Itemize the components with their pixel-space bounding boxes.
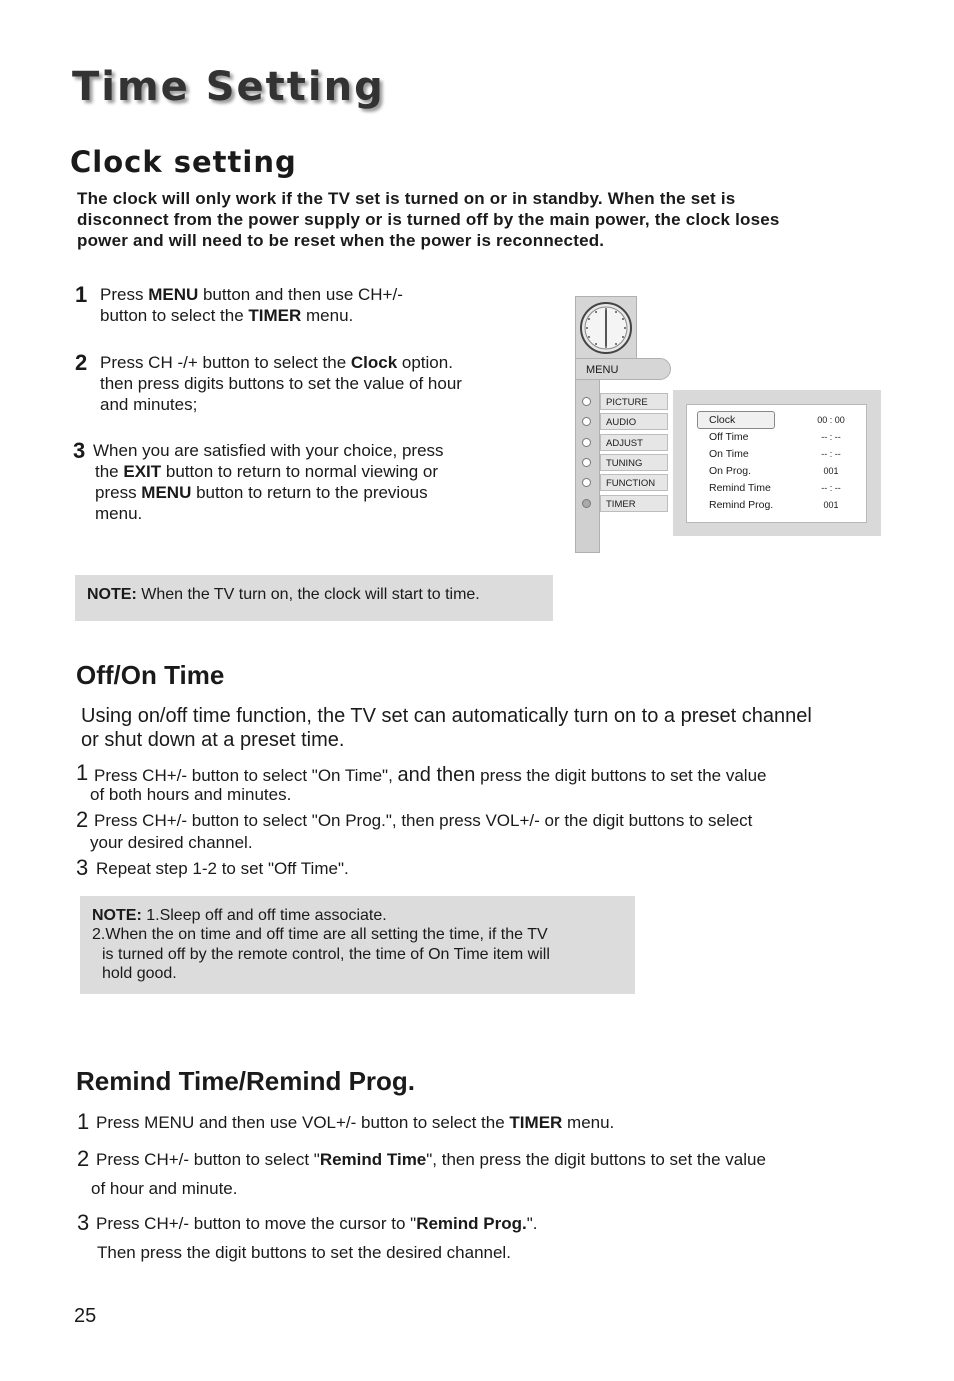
intro-line: Using on/off time function, the TV set can automatically turn on to a preset channel xyxy=(81,705,812,727)
note-line: is turned off by the remote control, the time of On Time item will xyxy=(102,946,550,963)
step-line: Press MENU and then use VOL+/- button to select the TIMER menu. xyxy=(96,1113,615,1132)
step-line: and minutes; xyxy=(100,395,198,414)
note-label: NOTE: xyxy=(92,907,142,924)
osd-menu-item[interactable]: ADJUST xyxy=(600,434,668,451)
step-line: of both hours and minutes. xyxy=(90,785,292,804)
note-line: hold good. xyxy=(102,965,177,982)
note-text: When the TV turn on, the clock will start to time. xyxy=(136,586,480,603)
osd-timer-row-value: -- : -- xyxy=(821,449,841,459)
off-on-note xyxy=(80,896,635,994)
intro-line: disconnect from the power supply or is turned off by the main power, the clock loses xyxy=(77,210,780,229)
osd-timer-row-value: -- : -- xyxy=(821,483,841,493)
osd-radio-icon xyxy=(582,438,591,447)
step-line: Press MENU button and then use CH+/- xyxy=(100,285,403,304)
osd-timer-row-value: 00 : 00 xyxy=(817,415,845,425)
osd-radio-icon xyxy=(582,397,591,406)
osd-timer-row-label[interactable]: On Time xyxy=(709,448,749,460)
osd-menu-tab[interactable]: MENU xyxy=(575,358,671,380)
step-line: Press CH+/- button to move the cursor to "Remind Prog.". xyxy=(96,1214,538,1233)
step-line: then press digits buttons to set the value of hour xyxy=(100,374,462,393)
osd-timer-row-label[interactable]: Remind Time xyxy=(709,482,771,494)
step-line: the EXIT button to return to normal viewing or xyxy=(95,462,439,481)
osd-timer-row-value: 001 xyxy=(823,466,839,476)
clock-setting-heading: Clock setting xyxy=(70,145,297,179)
step-line: Then press the digit buttons to set the desired channel. xyxy=(97,1243,511,1262)
osd-clock-box xyxy=(575,296,637,360)
intro-line: power and will need to be reset when the power is reconnected. xyxy=(77,231,605,250)
clock-icon xyxy=(576,297,636,359)
step-number: 2 xyxy=(75,350,88,375)
off-on-time-heading: Off/On Time xyxy=(76,660,225,690)
off-on-intro xyxy=(81,704,812,752)
step-line: Press CH -/+ button to select the Clock option. xyxy=(100,353,453,372)
step-number: 3 xyxy=(73,438,86,463)
step-line: button to select the TIMER menu. xyxy=(100,306,354,325)
osd-timer-row-label[interactable]: Remind Prog. xyxy=(709,499,774,511)
osd-radio-icon xyxy=(582,499,591,508)
step-number: 1 xyxy=(75,282,88,307)
step-number: 3 xyxy=(76,855,89,880)
note-line: 2.When the on time and off time are all setting the time, if the TV xyxy=(92,926,548,943)
page-title: Time Setting xyxy=(72,64,385,110)
step-line: of hour and minute. xyxy=(91,1179,238,1198)
osd-timer-row-label[interactable]: Off Time xyxy=(709,431,749,443)
osd-timer-row-value: 001 xyxy=(823,500,839,510)
note-label: NOTE: xyxy=(87,586,137,603)
intro-line: The clock will only work if the TV set is turned on or in standby. When the set is xyxy=(77,189,736,208)
note-line: 1.Sleep off and off time associate. xyxy=(141,907,387,924)
osd-timer-row-label[interactable]: Clock xyxy=(709,414,736,426)
step-line: press MENU button to return to the previous xyxy=(95,483,428,502)
step-line: your desired channel. xyxy=(90,833,253,852)
osd-menu-item[interactable]: TUNING xyxy=(600,454,668,471)
step-line: Press CH+/- button to select "Remind Time", then press the digit buttons to set the value xyxy=(96,1150,766,1169)
clock-note xyxy=(75,575,553,621)
osd-timer-row-label[interactable]: On Prog. xyxy=(709,465,752,477)
step-number: 1 xyxy=(77,1109,90,1134)
osd-menu-item[interactable]: AUDIO xyxy=(600,413,668,430)
step-number: 2 xyxy=(76,807,89,832)
step-number: 1 xyxy=(76,760,89,785)
clock-setting-intro xyxy=(77,188,897,251)
osd-timer-row-value: -- : -- xyxy=(821,432,841,442)
step-line: Press CH+/- button to select "On Prog.", then press VOL+/- or the digit buttons to select xyxy=(94,811,753,830)
osd-radio-icon xyxy=(582,458,591,467)
osd-menu-item[interactable]: TIMER xyxy=(600,495,668,512)
step-number: 3 xyxy=(77,1210,90,1235)
step-line: Repeat step 1-2 to set "Off Time". xyxy=(96,859,349,878)
osd-menu-item[interactable]: PICTURE xyxy=(600,393,668,410)
page-number: 25 xyxy=(74,1305,97,1327)
remind-heading: Remind Time/Remind Prog. xyxy=(76,1066,416,1096)
step-line: Press CH+/- button to select "On Time", and then press the digit buttons to set the value xyxy=(94,764,767,786)
step-number: 2 xyxy=(77,1146,90,1171)
step-line: When you are satisfied with your choice, press xyxy=(93,441,444,460)
osd-menu-item[interactable]: FUNCTION xyxy=(600,474,668,491)
step-line: menu. xyxy=(95,504,143,523)
intro-line: or shut down at a preset time. xyxy=(81,729,345,751)
